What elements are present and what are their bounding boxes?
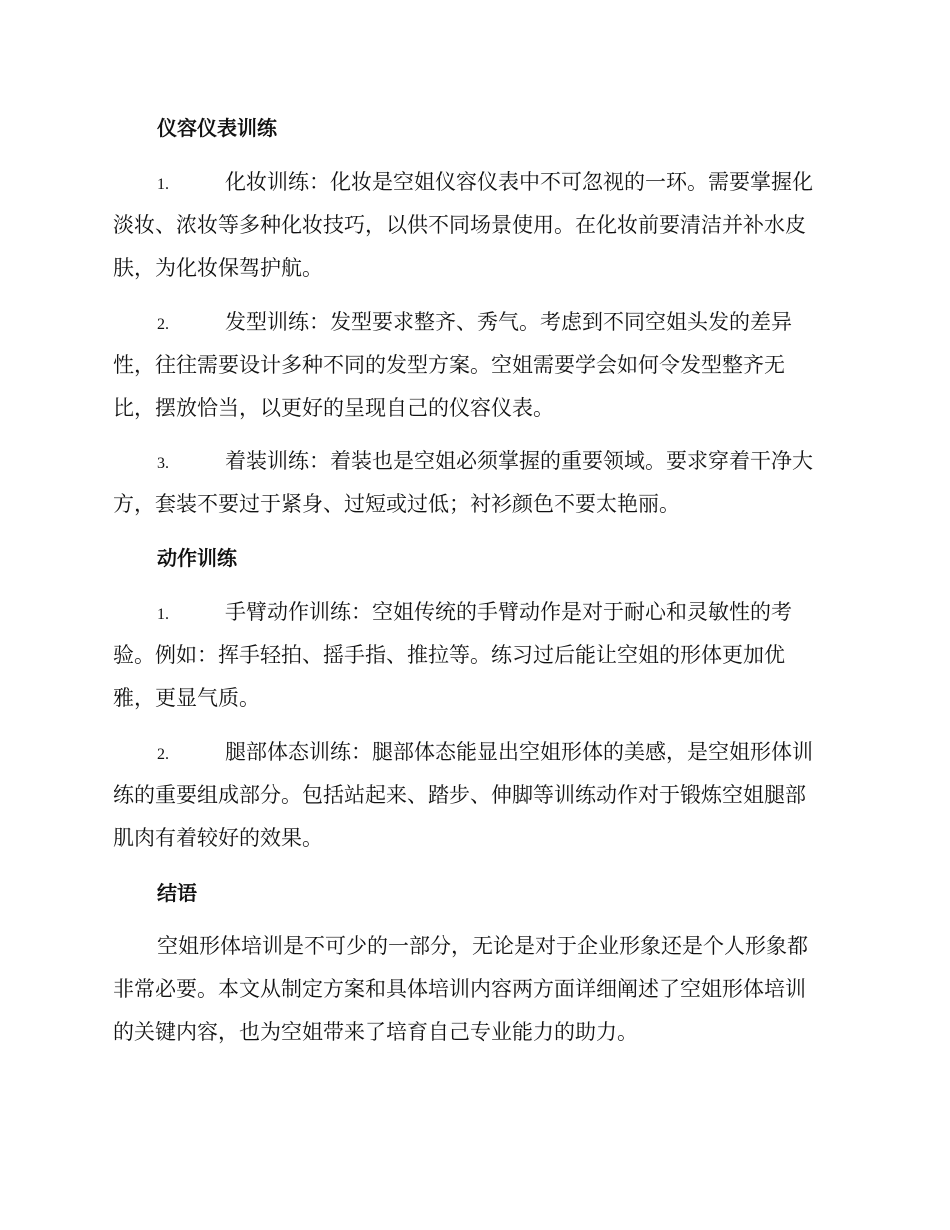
list-item-text: 比，摆放恰当，以更好的呈现自己的仪容仪表。	[113, 396, 554, 420]
list-item-hairstyle	[113, 301, 853, 430]
list-item-makeup	[113, 161, 853, 290]
list-item-text: 练的重要组成部分。包括站起来、踏步、伸脚等训练动作对于锻炼空姐腿部	[113, 783, 806, 807]
list-item-text: 验。例如：挥手轻拍、摇手指、推拉等。练习过后能让空姐的形体更加优	[113, 643, 785, 667]
section-heading-conclusion: 结语	[157, 881, 197, 905]
list-item-text: 方，套装不要过于紧身、过短或过低；衬衫颜色不要太艳丽。	[113, 492, 680, 516]
list-item-text: 雅，更显气质。	[113, 686, 260, 710]
list-item-arm-movement	[113, 591, 853, 720]
list-item-text: 性，往往需要设计多种不同的发型方案。空姐需要学会如何令发型整齐无	[113, 353, 785, 377]
list-number: 1.	[157, 606, 169, 623]
list-item-text: 肌肉有着较好的效果。	[113, 826, 323, 850]
list-number: 2.	[157, 316, 169, 333]
section-heading-grooming: 仪容仪表训练	[157, 116, 277, 140]
list-item-text: 淡妆、浓妆等多种化妆技巧，以供不同场景使用。在化妆前要清洁并补水皮	[113, 213, 806, 237]
list-item-text: 手臂动作训练：空姐传统的手臂动作是对于耐心和灵敏性的考	[225, 600, 792, 624]
list-item-text: 发型训练：发型要求整齐、秀气。考虑到不同空姐头发的差异	[225, 310, 792, 334]
paragraph-text: 的关键内容，也为空姐带来了培育自己专业能力的助力。	[113, 1020, 638, 1044]
list-item-text: 肤，为化妆保驾护航。	[113, 256, 323, 280]
list-item-leg-posture	[113, 731, 853, 860]
paragraph-text: 空姐形体培训是不可少的一部分，无论是对于企业形象还是个人形象都	[157, 934, 808, 958]
list-number: 3.	[157, 455, 169, 472]
section-heading-movement: 动作训练	[157, 546, 237, 570]
list-item-text: 化妆训练：化妆是空姐仪容仪表中不可忽视的一环。需要掌握化	[225, 170, 813, 194]
paragraph-text: 非常必要。本文从制定方案和具体培训内容两方面详细阐述了空姐形体培训	[113, 977, 806, 1001]
list-item-attire	[113, 440, 853, 526]
conclusion-paragraph	[113, 925, 853, 1054]
list-number: 1.	[157, 176, 169, 193]
list-number: 2.	[157, 746, 169, 763]
list-item-text: 腿部体态训练：腿部体态能显出空姐形体的美感，是空姐形体训	[225, 740, 813, 764]
list-item-text: 着装训练：着装也是空姐必须掌握的重要领域。要求穿着干净大	[225, 449, 813, 473]
